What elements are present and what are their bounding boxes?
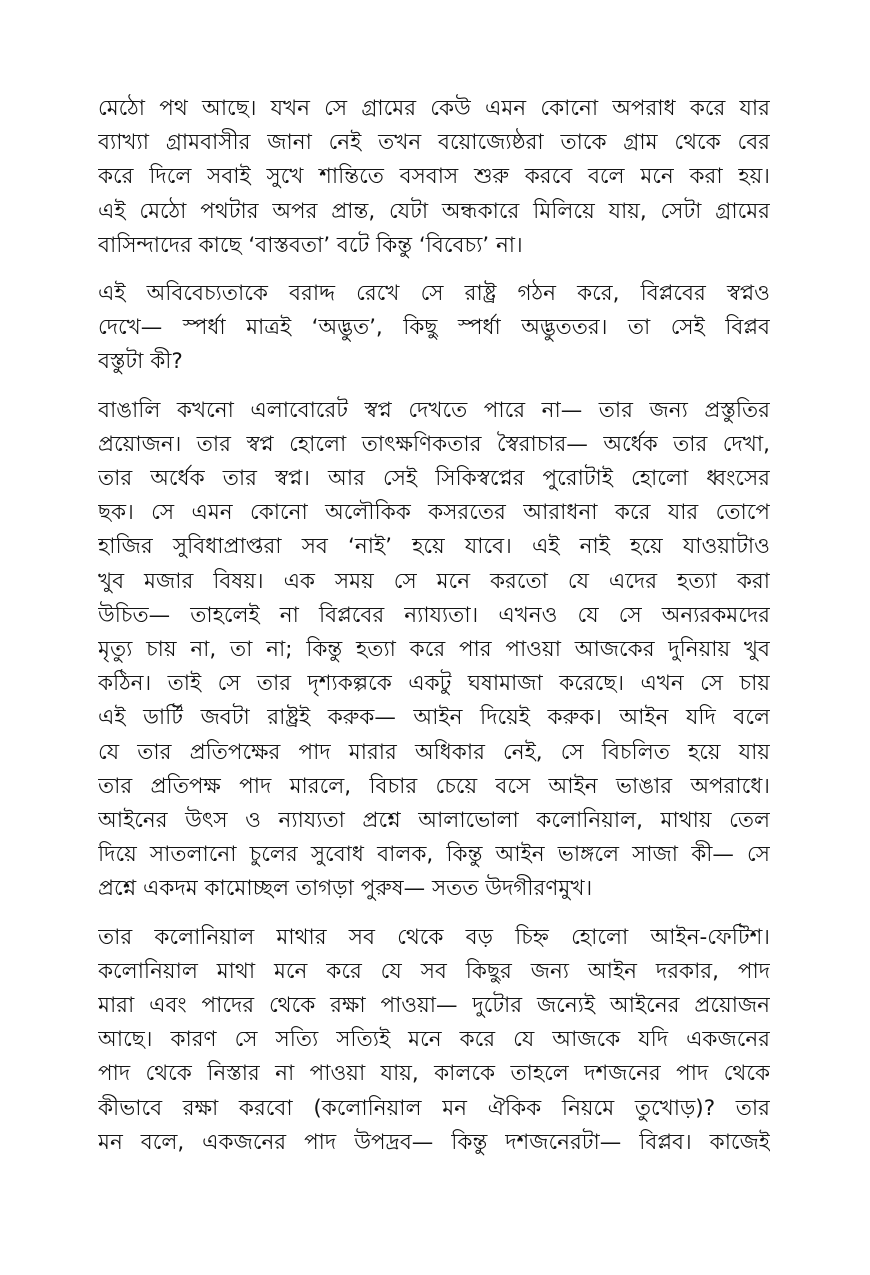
text-line: উচিত— তাহলেই না বিপ্লবের ন্যায্যতা। এখনও যে সে অন্যরকমদের bbox=[98, 602, 770, 628]
book-page bbox=[98, 92, 770, 1174]
text-line: কঠিন। তাই সে তার দৃশ্যকল্পকে একটু ঘষামাজা করেছে। এখন সে চায় bbox=[98, 671, 770, 697]
text-line: এই মেঠো পথটার অপর প্রান্ত, যেটা অন্ধকারে মিলিয়ে যায়, সেটা গ্রামের bbox=[98, 198, 770, 224]
text-line: হাজির সুবিধাপ্রাপ্তরা সব ‘নাই’ হয়ে যাবে। এই নাই হয়ে যাওয়াটাও bbox=[98, 534, 770, 560]
text-line: কীভাবে রক্ষা করবো (কলোনিয়াল মন ঐকিক নিয়মে তুখোড়)? তার bbox=[98, 1095, 770, 1121]
text-line: বাঙালি কখনো এলাবোরেট স্বপ্ন দেখতে পারে না— তার জন্য প্রস্তুতির bbox=[98, 397, 770, 423]
text-line: মন বলে, একজনের পাদ উপদ্রব— কিন্তু দশজনেরটা— বিপ্লব। কাজেই bbox=[98, 1129, 770, 1155]
text-line: বাসিন্দাদের কাছে ‘বাস্তবতা’ বটে কিন্তু ‘বিবেচ্য’ না। bbox=[98, 232, 523, 258]
text-line: মৃত্যু চায় না, তা না; কিন্তু হত্যা করে পার পাওয়া আজকের দুনিয়ায় খুব bbox=[98, 637, 770, 663]
text-line: ছক। সে এমন কোনো অলৌকিক কসরতের আরাধনা করে যার তোপে bbox=[98, 500, 770, 526]
text-line: ব্যাখ্যা গ্রামবাসীর জানা নেই তখন বয়োজ্যেষ্ঠরা তাকে গ্রাম থেকে বের bbox=[98, 130, 770, 156]
paragraph-4 bbox=[98, 921, 770, 1160]
text-line: পাদ থেকে নিস্তার না পাওয়া যায়, কালকে তাহলে দশজনের পাদ থেকে bbox=[98, 1061, 770, 1087]
paragraph-2 bbox=[98, 277, 770, 380]
paragraph-1 bbox=[98, 92, 770, 263]
text-line: প্রশ্নে একদম কামোচ্ছল তাগড়া পুরুষ— সতত উদগীরণমুখ। bbox=[98, 876, 593, 902]
text-line: কলোনিয়াল মাথা মনে করে যে সব কিছুর জন্য আইন দরকার, পাদ bbox=[98, 958, 770, 984]
text-line: তার অর্ধেক তার স্বপ্ন। আর সেই সিকিস্বপ্নের পুরোটাই হোলো ধ্বংসের bbox=[98, 466, 770, 492]
text-line: মেঠো পথ আছে। যখন সে গ্রামের কেউ এমন কোনো অপরাধ করে যার bbox=[98, 96, 770, 121]
text-line: দেখে— স্পর্ধা মাত্রই ‘অদ্ভুত’, কিছু স্পর্ধা অদ্ভুততর। তা সেই বিপ্লব bbox=[98, 315, 770, 341]
text-line: খুব মজার বিষয়। এক সময় সে মনে করতো যে এদের হত্যা করা bbox=[98, 568, 770, 594]
text-line: তার কলোনিয়াল মাথার সব থেকে বড় চিহ্ন হোলো আইন-ফেটিশ। bbox=[98, 924, 770, 950]
text-line: তার প্রতিপক্ষ পাদ মারলে, বিচার চেয়ে বসে আইন ভাঙার অপরাধে। bbox=[98, 773, 770, 799]
text-line: করে দিলে সবাই সুখে শান্তিতে বসবাস শুরু করবে বলে মনে করা হয়। bbox=[98, 164, 770, 190]
text-line: আছে। কারণ সে সত্যি সত্যিই মনে করে যে আজকে যদি একজনের bbox=[98, 1027, 770, 1053]
paragraph-3 bbox=[98, 394, 770, 907]
text-line: মারা এবং পাদের থেকে রক্ষা পাওয়া— দুটোর জন্যেই আইনের প্রয়োজন bbox=[98, 993, 770, 1019]
text-line: এই ডার্টি জবটা রাষ্ট্রই করুক— আইন দিয়েই করুক। আইন যদি বলে bbox=[98, 705, 770, 731]
text-line: প্রয়োজন। তার স্বপ্ন হোলো তাৎক্ষণিকতার স্বৈরাচার— অর্ধেক তার দেখা, bbox=[98, 431, 770, 457]
text-line: বস্তুটা কী? bbox=[98, 349, 183, 375]
text-line: আইনের উৎস ও ন্যায্যতা প্রশ্নে আলাভোলা কলোনিয়াল, মাথায় তেল bbox=[98, 808, 770, 834]
text-line: এই অবিবেচ্যতাকে বরাদ্দ রেখে সে রাষ্ট্র গঠন করে, বিপ্লবের স্বপ্নও bbox=[98, 281, 770, 307]
text-line: যে তার প্রতিপক্ষের পাদ মারার অধিকার নেই, সে বিচলিত হয়ে যায় bbox=[98, 739, 770, 765]
text-line: দিয়ে সাতলানো চুলের সুবোধ বালক, কিন্তু আইন ভাঙ্গলে সাজা কী— সে bbox=[98, 842, 770, 868]
